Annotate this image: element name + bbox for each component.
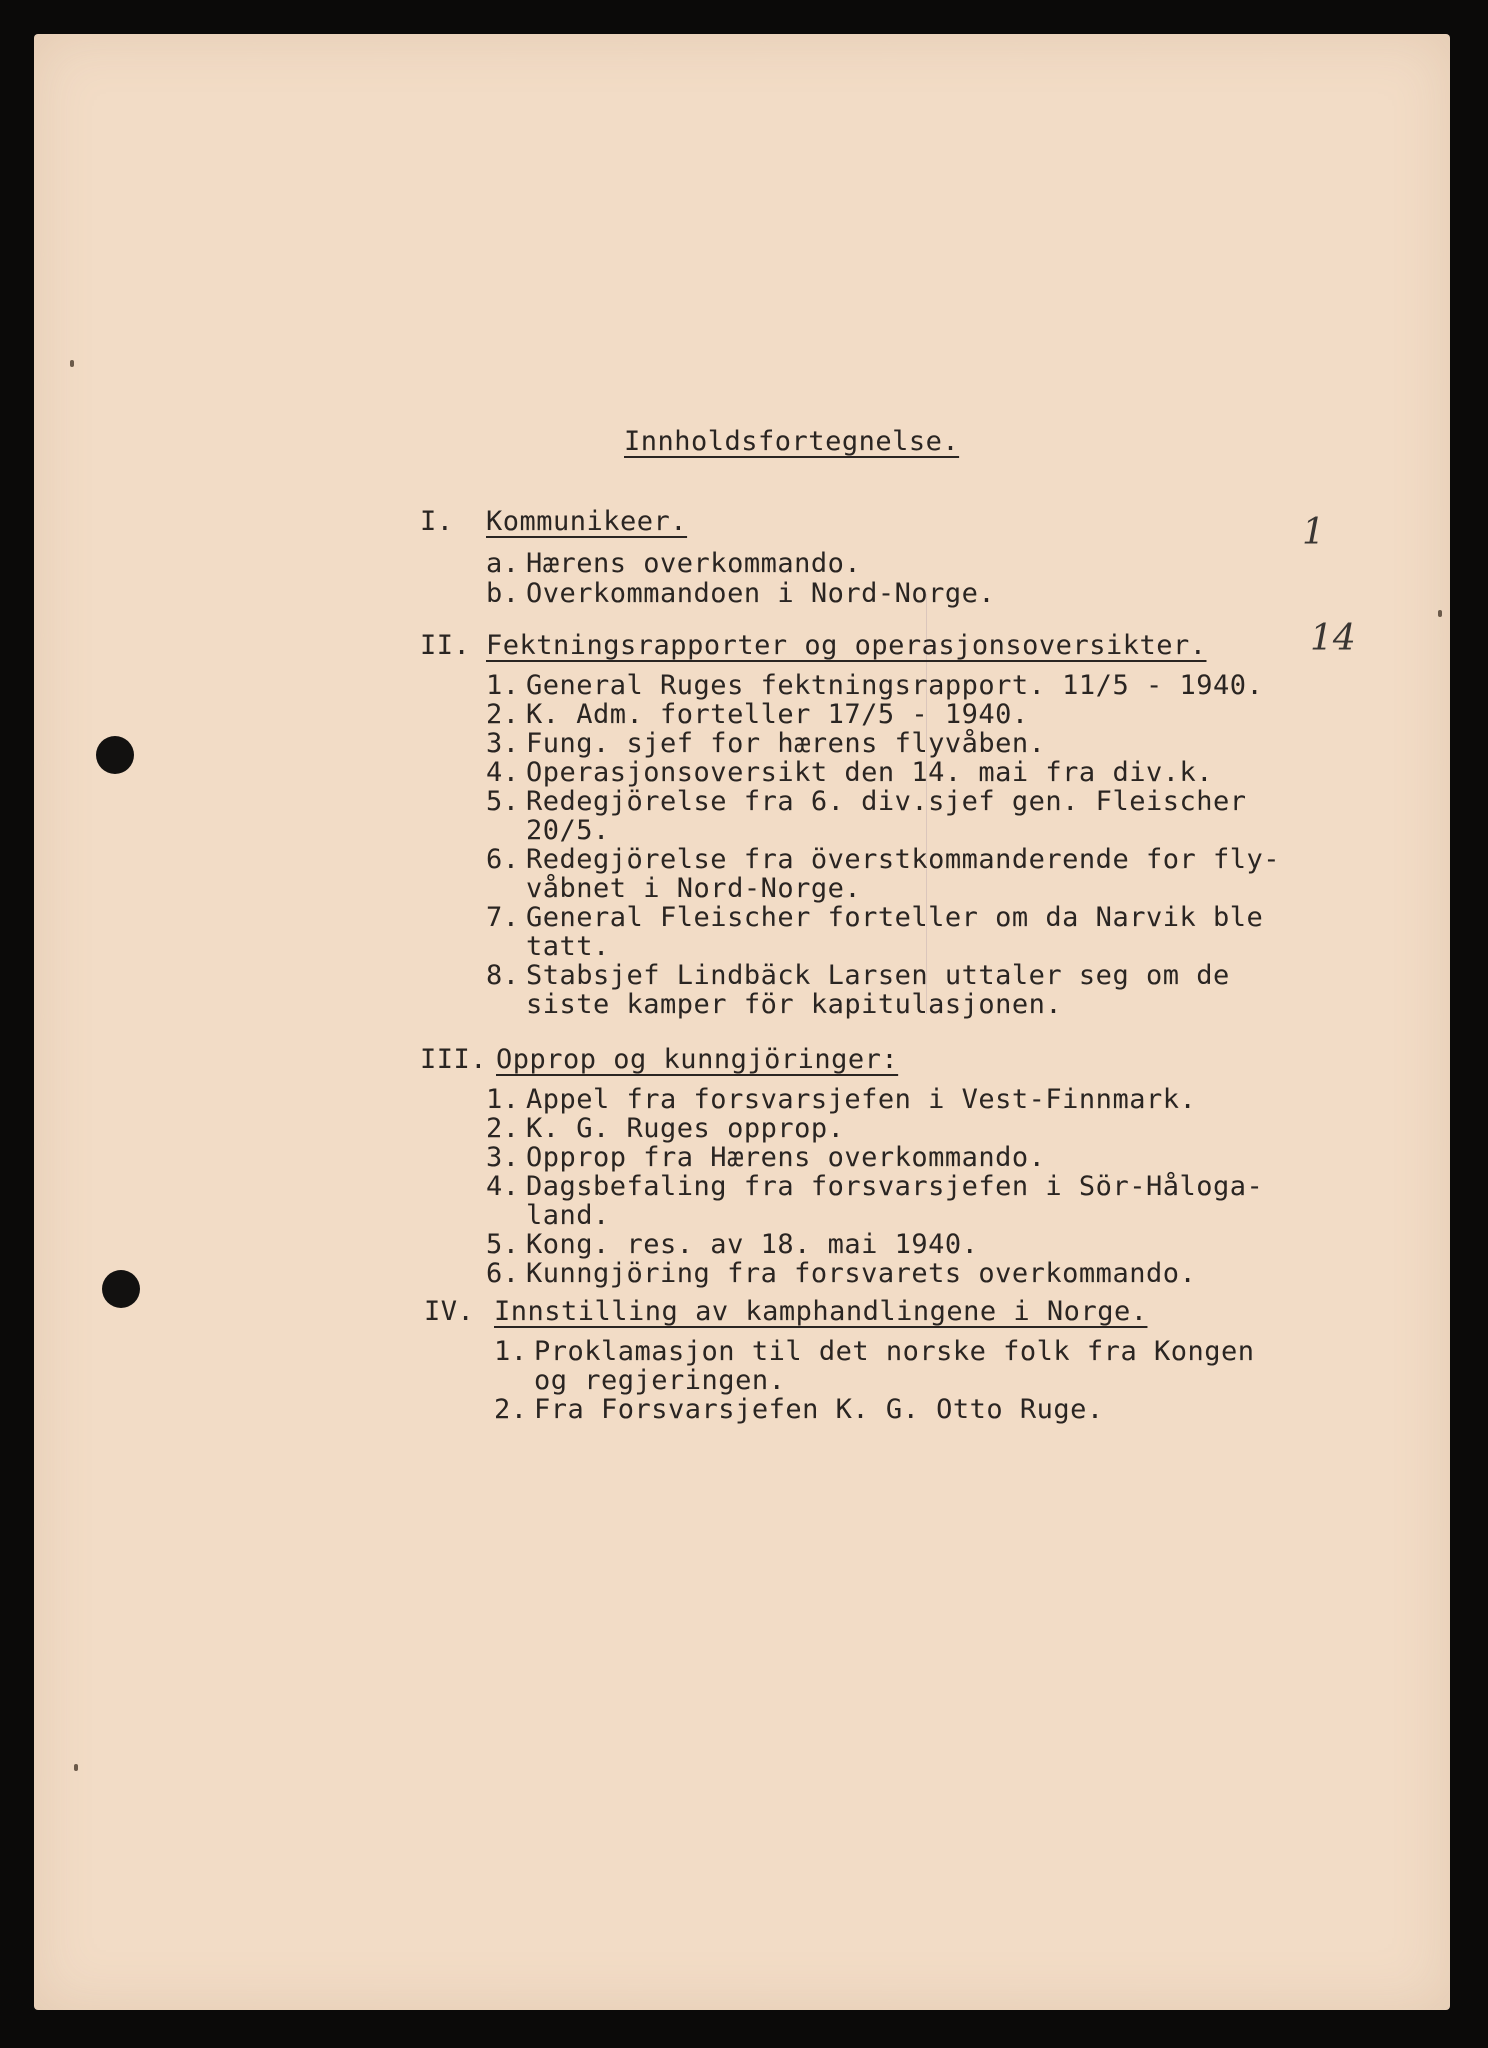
- item-text-continued: 20/5.: [526, 815, 610, 846]
- paper-speck: [70, 360, 74, 367]
- section-numeral: III.: [420, 1044, 488, 1075]
- section-numeral: I.: [420, 506, 454, 537]
- item-text-continued: tatt.: [526, 931, 610, 962]
- item-marker: 4.: [486, 1171, 520, 1202]
- item-text: K. G. Ruges opprop.: [526, 1113, 845, 1144]
- section-heading: Innstilling av kamphandlingene i Norge.: [494, 1296, 1148, 1327]
- item-text: Kunngjöring fra forsvarets overkommando.: [526, 1258, 1197, 1289]
- section-heading: Opprop og kunngjöringer:: [496, 1044, 899, 1075]
- handwritten-page-number: 1: [1302, 512, 1325, 553]
- section-numeral: IV.: [424, 1296, 475, 1327]
- item-marker: 3.: [486, 728, 520, 759]
- item-marker: 2.: [494, 1394, 528, 1425]
- item-text: Hærens overkommando.: [526, 548, 862, 579]
- item-text-continued: siste kamper för kapitulasjonen.: [526, 989, 1063, 1020]
- item-marker: 7.: [486, 902, 520, 933]
- item-marker: 1.: [486, 670, 520, 701]
- item-text: Redegjörelse fra överstkommanderende for fly-: [526, 844, 1280, 875]
- item-text: Redegjörelse fra 6. div.sjef gen. Fleischer: [526, 786, 1247, 817]
- item-text: General Ruges fektningsrapport. 11/5 - 1940.: [526, 670, 1264, 701]
- document-title: Innholdsfortegnelse.: [624, 426, 960, 457]
- item-text: K. Adm. forteller 17/5 - 1940.: [526, 699, 1029, 730]
- item-text: General Fleischer forteller om da Narvik ble: [526, 902, 1264, 933]
- item-marker: b.: [486, 578, 520, 609]
- item-marker: 2.: [486, 1113, 520, 1144]
- item-text: Stabsjef Lindbäck Larsen uttaler seg om de: [526, 960, 1230, 991]
- item-marker: 8.: [486, 960, 520, 991]
- punch-hole-upper: [96, 736, 134, 774]
- item-text: Operasjonsoversikt den 14. mai fra div.k.: [526, 757, 1213, 788]
- item-marker: a.: [486, 548, 520, 579]
- paper-speck: [74, 1764, 78, 1771]
- item-text: Fung. sjef for hærens flyvåben.: [526, 728, 1046, 759]
- section-heading: Fektningsrapporter og operasjonsoversikter.: [486, 630, 1207, 661]
- item-text: Dagsbefaling fra forsvarsjefen i Sör-Håloga-: [526, 1171, 1264, 1202]
- item-marker: 6.: [486, 1258, 520, 1289]
- handwritten-page-number: 14: [1310, 618, 1356, 659]
- item-text: Opprop fra Hærens overkommando.: [526, 1142, 1046, 1173]
- item-marker: 4.: [486, 757, 520, 788]
- item-text-continued: land.: [526, 1200, 610, 1231]
- item-marker: 5.: [486, 786, 520, 817]
- item-marker: 1.: [494, 1336, 528, 1367]
- punch-hole-lower: [102, 1270, 140, 1308]
- item-text: Overkommandoen i Nord-Norge.: [526, 578, 996, 609]
- item-text-continued: våbnet i Nord-Norge.: [526, 873, 862, 904]
- item-text-continued: og regjeringen.: [534, 1365, 786, 1396]
- item-marker: 3.: [486, 1142, 520, 1173]
- item-text: Appel fra forsvarsjefen i Vest-Finnmark.: [526, 1084, 1197, 1115]
- item-marker: 5.: [486, 1229, 520, 1260]
- section-numeral: II.: [420, 630, 471, 661]
- item-text: Kong. res. av 18. mai 1940.: [526, 1229, 979, 1260]
- paper-speck: [1438, 610, 1442, 617]
- section-heading: Kommunikeer.: [486, 506, 688, 537]
- item-text: Fra Forsvarsjefen K. G. Otto Ruge.: [534, 1394, 1104, 1425]
- item-marker: 1.: [486, 1084, 520, 1115]
- item-marker: 2.: [486, 699, 520, 730]
- document-page: [34, 34, 1450, 2010]
- item-marker: 6.: [486, 844, 520, 875]
- item-text: Proklamasjon til det norske folk fra Kongen: [534, 1336, 1255, 1367]
